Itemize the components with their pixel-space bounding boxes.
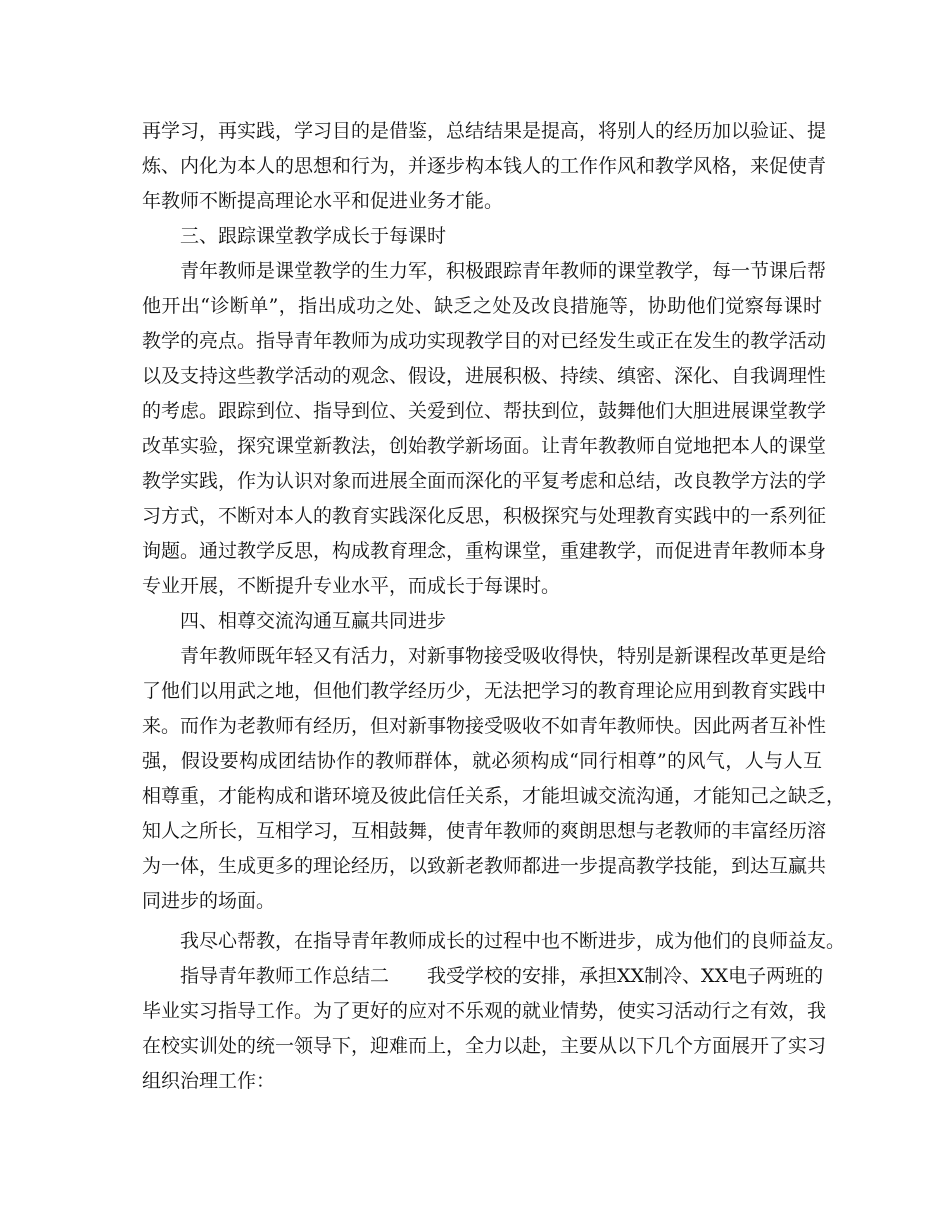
- text-line: 炼、内化为本人的思想和行为，并逐步构本钱人的工作作风和教学风格，来促使青: [142, 155, 827, 177]
- text-line: 知人之所长，互相学习，互相鼓舞，使青年教师的爽朗思想与老教师的丰富经历溶: [142, 820, 827, 842]
- section-heading: 三、跟踪课堂教学成长于每课时: [180, 225, 447, 247]
- text-line: 以及支持这些教学活动的观念、假设，进展积极、持续、缜密、深化、自我调理性: [142, 365, 827, 387]
- paragraph-single-line: 我尽心帮教，在指导青年教师成长的过程中也不断进步，成为他们的良师益友。: [180, 930, 846, 952]
- text-line: 为一体，生成更多的理论经历，以致新老教师都进一步提高教学技能，到达互赢共: [142, 855, 827, 877]
- text-line: 毕业实习指导工作。为了更好的应对不乐观的就业情势，使实习活动行之有效，我: [142, 1000, 827, 1022]
- document-body: [142, 114, 846, 1099]
- text-line: 组织治理工作：: [142, 1070, 276, 1092]
- text-line: 教学的亮点。指导青年教师为成功实现教学目的对已经发生或正在发生的教学活动: [142, 330, 827, 352]
- section-heading: 四、相尊交流沟通互赢共同进步: [180, 610, 447, 632]
- text-line: 专业开展，不断提升专业水平，而成长于每课时。: [142, 575, 561, 597]
- text-line: 习方式，不断对本人的教育实践深化反思，积极探究与处理教育实践中的一系列征: [142, 505, 827, 527]
- text-line: 同进步的场面。: [142, 890, 276, 912]
- text-line: 来。而作为老教师有经历，但对新事物接受吸收不如青年教师快。因此两者互补性: [142, 715, 827, 737]
- text-line: 在校实训处的统一领导下，迎难而上，全力以赴，主要从以下几个方面展开了实习: [142, 1035, 827, 1057]
- paragraph-first-line: 指导青年教师工作总结二 我受学校的安排，承担XX制冷、XX电子两班的: [180, 965, 824, 987]
- text-line: 了他们以用武之地，但他们教学经历少，无法把学习的教育理论应用到教育实践中: [142, 680, 827, 702]
- text-line: 再学习，再实践，学习目的是借鉴，总结结果是提高，将别人的经历加以验证、提: [142, 120, 827, 142]
- text-line: 年教师不断提高理论水平和促进业务才能。: [142, 190, 504, 212]
- text-line: 相尊重，才能构成和谐环境及彼此信任关系，才能坦诚交流沟通，才能知己之缺乏，: [142, 785, 846, 807]
- paragraph-first-line: 青年教师既年轻又有活力，对新事物接受吸收得快，特别是新课程改革更是给: [180, 645, 827, 667]
- text-line: 强，假设要构成团结协作的教师群体，就必须构成“同行相尊”的风气，人与人互: [142, 750, 822, 772]
- text-line: 的考虑。跟踪到位、指导到位、关爱到位、帮扶到位，鼓舞他们大胆进展课堂教学: [142, 400, 827, 422]
- text-line: 他开出“诊断单”，指出成功之处、缺乏之处及改良措施等，协助他们觉察每课时: [142, 295, 822, 317]
- text-line: 询题。通过教学反思，构成教育理念，重构课堂，重建教学，而促进青年教师本身: [142, 540, 827, 562]
- text-line: 改革实验，探究课堂新教法，创始教学新场面。让青年教教师自觉地把本人的课堂: [142, 435, 827, 457]
- text-line: 教学实践，作为认识对象而进展全面而深化的平复考虑和总结，改良教学方法的学: [142, 470, 827, 492]
- paragraph-first-line: 青年教师是课堂教学的生力军，积极跟踪青年教师的课堂教学，每一节课后帮: [180, 260, 827, 282]
